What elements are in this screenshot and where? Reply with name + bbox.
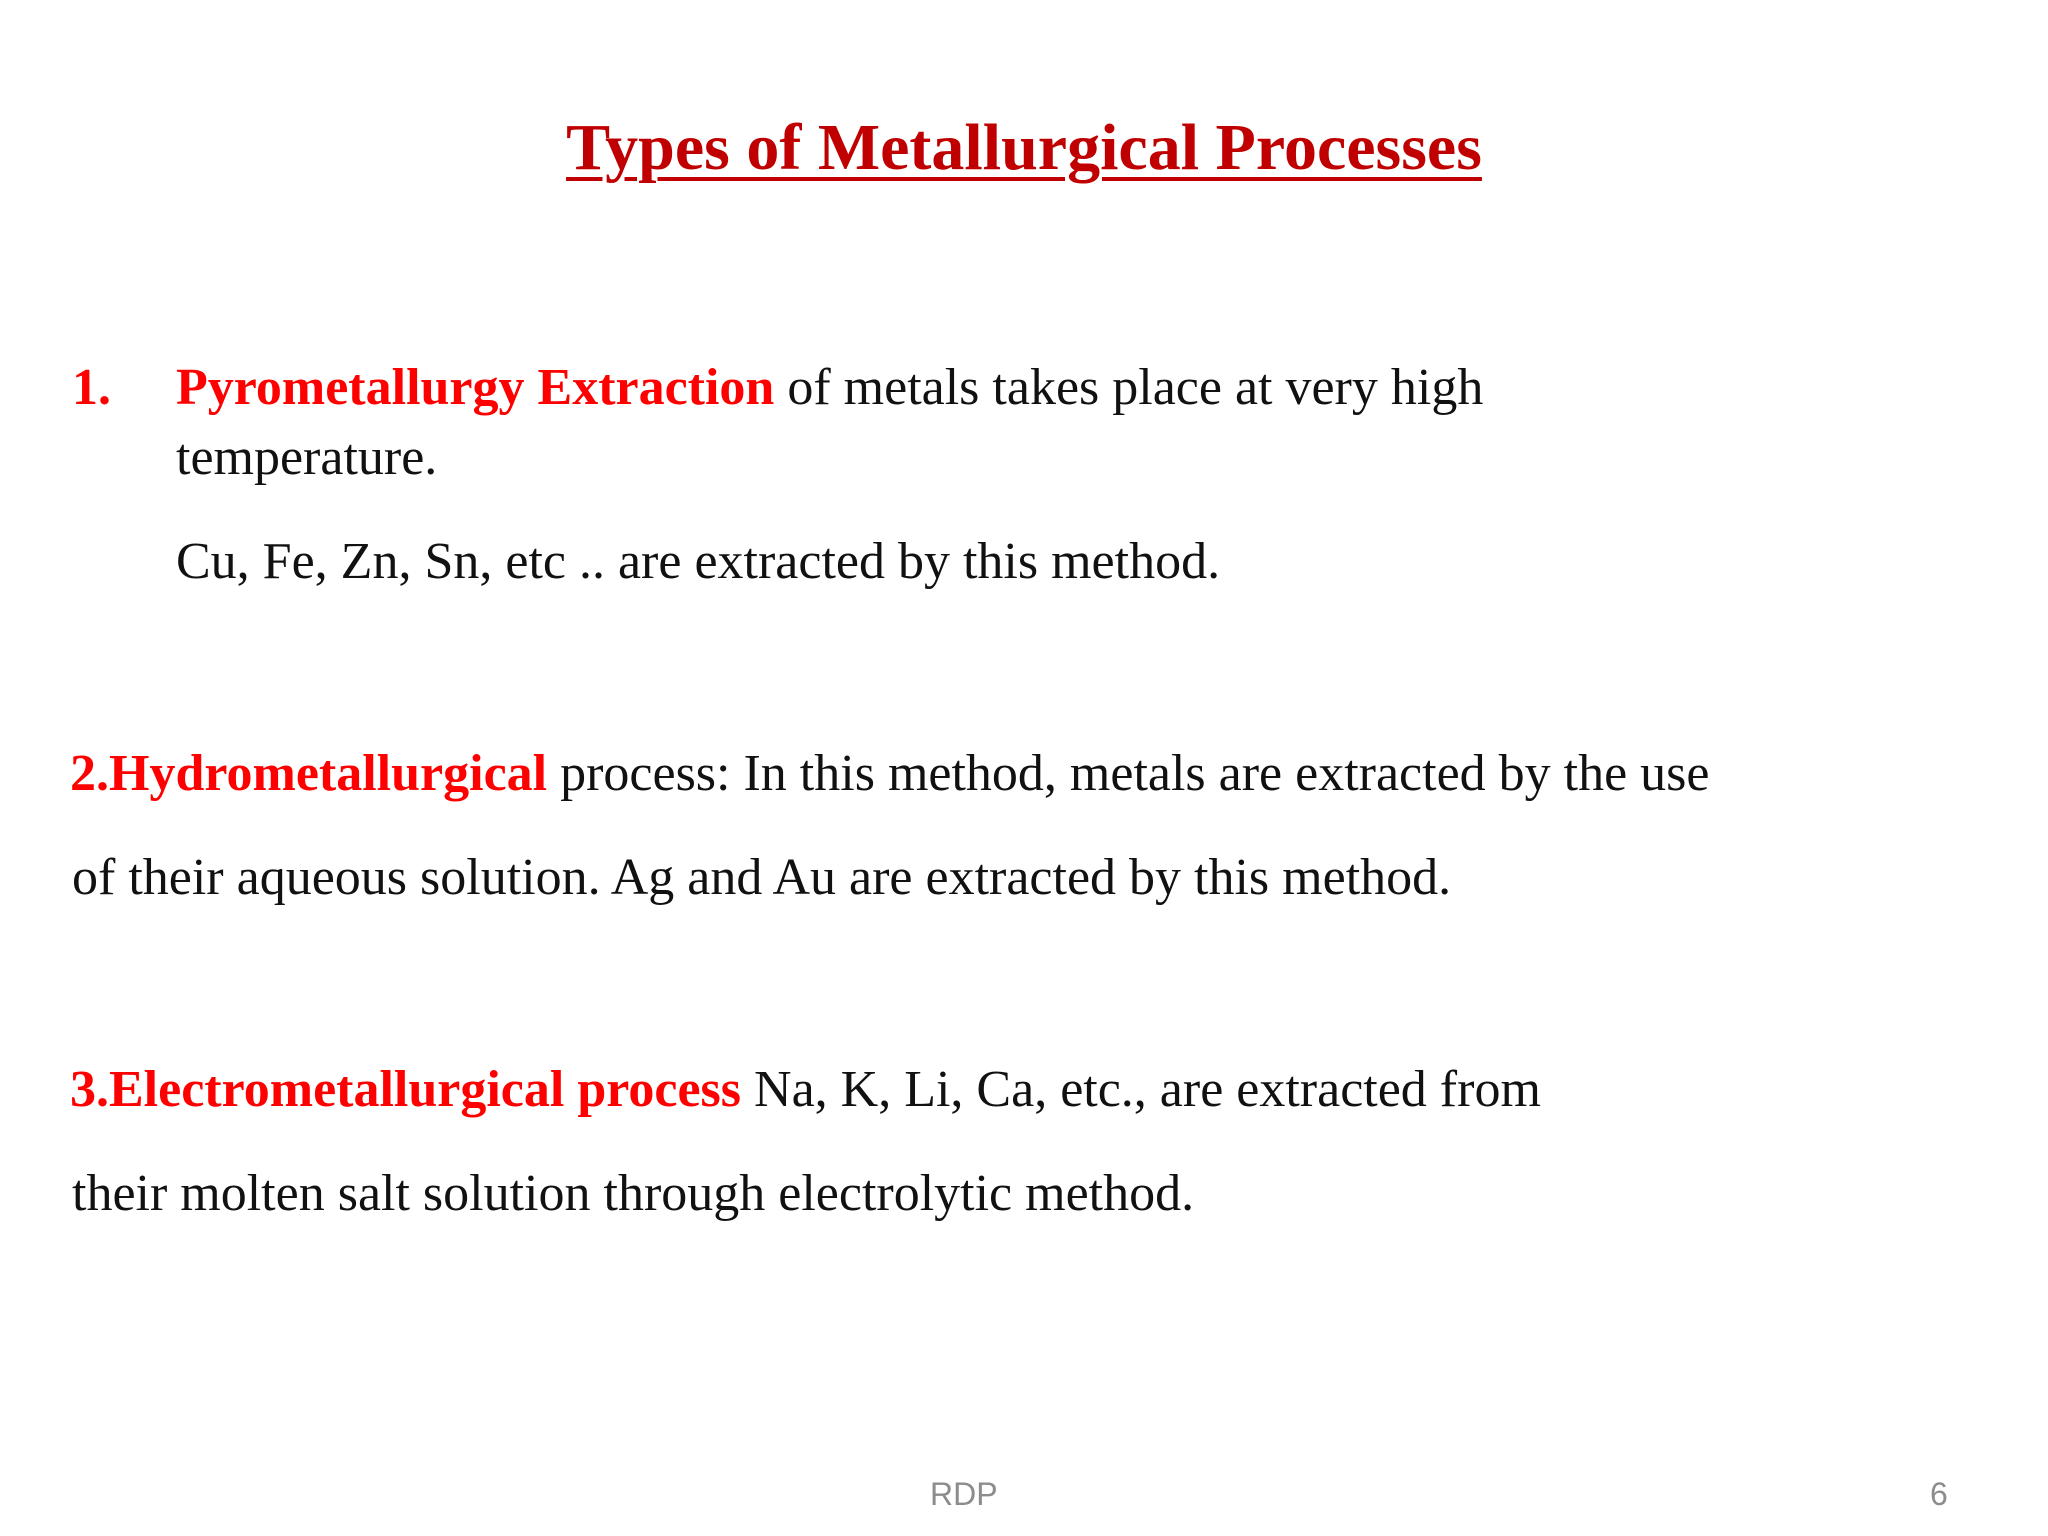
item1-line3: Cu, Fe, Zn, Sn, etc .. are extracted by this method. bbox=[176, 533, 1221, 590]
item1-number: 1. bbox=[72, 359, 111, 416]
item2-line2: of their aqueous solution. Ag and Au are extracted by this method. bbox=[72, 849, 1452, 906]
slide-title: Types of Metallurgical Processes bbox=[566, 111, 1482, 184]
item3-line1 bbox=[70, 1061, 1541, 1118]
item1-line1 bbox=[176, 359, 1484, 416]
item1-term: Pyrometallurgy Extraction bbox=[176, 359, 775, 416]
item3-line1-text: Na, K, Li, Ca, etc., are extracted from bbox=[741, 1061, 1541, 1118]
item2-line1 bbox=[70, 745, 1710, 802]
item2-line1-text: process: In this method, metals are extracted by the use bbox=[547, 745, 1710, 802]
item3-line2: their molten salt solution through electrolytic method. bbox=[72, 1165, 1195, 1222]
footer-page-number: 6 bbox=[1930, 1476, 1948, 1512]
item1-line2: temperature. bbox=[176, 429, 438, 486]
item3-term: 3.Electrometallurgical process bbox=[70, 1061, 742, 1118]
item2-term: 2.Hydrometallurgical bbox=[70, 745, 548, 802]
footer-author: RDP bbox=[930, 1476, 998, 1512]
item1-line1-text: of metals takes place at very high bbox=[774, 359, 1484, 416]
